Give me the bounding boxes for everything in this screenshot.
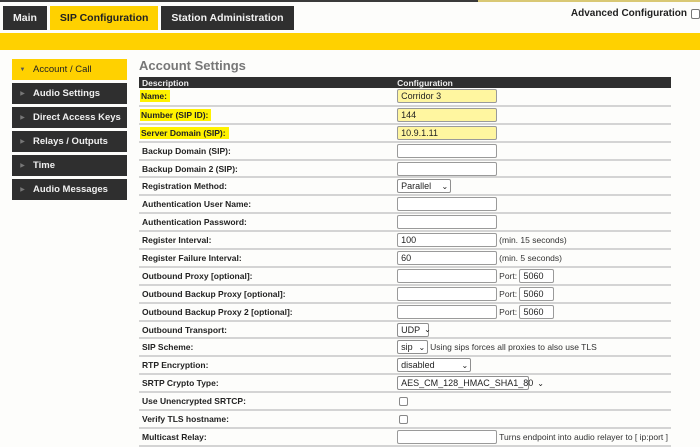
select-value: sip (401, 342, 413, 353)
header-description: Description (142, 77, 189, 88)
outbound-backup-proxy-input[interactable] (397, 287, 497, 301)
sidebar-item-time[interactable] (12, 155, 127, 176)
table-row (139, 88, 671, 106)
name-input[interactable]: Corridor 3 (397, 89, 497, 103)
sidebar-item-label: Relays / Outputs (33, 136, 108, 147)
table-row (139, 160, 671, 178)
backup-domain-input[interactable] (397, 144, 497, 158)
row-label: Register Failure Interval: (142, 252, 242, 263)
table-row (139, 338, 671, 356)
port-label: Port: (499, 270, 518, 281)
server-domain-input[interactable]: 10.9.1.11 (397, 126, 497, 140)
sip-scheme-select[interactable] (397, 340, 428, 354)
table-row (139, 356, 671, 374)
registration-method-select[interactable] (397, 179, 451, 193)
outbound-proxy-port-input[interactable]: 5060 (519, 269, 554, 283)
header-band (0, 33, 700, 50)
multicast-relay-input[interactable] (397, 430, 497, 444)
sidebar-item-label: Direct Access Keys (33, 112, 121, 123)
table-row (139, 142, 671, 160)
caret-right-icon: ▶ (20, 163, 25, 169)
row-label: Outbound Backup Proxy 2 [optional]: (142, 306, 293, 317)
sip-scheme-hint: Using sips forces all proxies to also use TLS (430, 342, 597, 353)
backup-domain-2-input[interactable] (397, 162, 497, 176)
outbound-backup-proxy-2-port-input[interactable]: 5060 (519, 305, 554, 319)
srtp-crypto-type-select[interactable] (397, 376, 544, 390)
row-label: Authentication User Name: (142, 199, 252, 210)
table-row (139, 428, 671, 446)
row-label: RTP Encryption: (142, 360, 209, 371)
row-label: Number (SIP ID): (140, 109, 211, 121)
port-label: Port: (499, 288, 518, 299)
table-row (139, 267, 671, 285)
advanced-configuration-label: Advanced Configuration (570, 8, 687, 19)
select-value: AES_CM_128_HMAC_SHA1_80 (401, 378, 534, 389)
row-label: Authentication Password: (142, 217, 247, 228)
sidebar-item-audio-messages[interactable] (12, 179, 127, 200)
table-row (139, 285, 671, 303)
row-label: SRTP Crypto Type: (142, 378, 219, 389)
tab-sip-configuration[interactable]: SIP Configuration (50, 6, 158, 30)
top-nav-tabs (3, 6, 294, 30)
outbound-backup-proxy-port-input[interactable]: 5060 (519, 287, 554, 301)
sidebar-item-label: Audio Settings (33, 88, 101, 99)
header-configuration: Configuration (397, 77, 453, 88)
select-value: disabled (401, 360, 435, 371)
multicast-relay-hint: Turns endpoint into audio relayer to [ ip:port ] (499, 431, 668, 442)
tab-main[interactable]: Main (3, 6, 47, 30)
unencrypted-srtcp-checkbox[interactable] (399, 397, 408, 406)
table-row (139, 106, 671, 124)
table-row (139, 410, 671, 428)
row-label: Registration Method: (142, 181, 227, 192)
row-label: Register Interval: (142, 235, 212, 246)
table-row (139, 374, 671, 392)
table-header-row (139, 77, 671, 88)
table-row (139, 392, 671, 410)
sidebar-item-audio-settings[interactable] (12, 83, 127, 104)
advanced-configuration-checkbox[interactable] (691, 9, 700, 19)
sidebar-item-account-call[interactable] (12, 59, 127, 80)
row-label: SIP Scheme: (142, 342, 194, 353)
outbound-backup-proxy-2-input[interactable] (397, 305, 497, 319)
row-label: Verify TLS hostname: (142, 413, 229, 424)
page-title: Account Settings (139, 58, 246, 73)
table-row (139, 124, 671, 142)
chevron-down-icon: ⌄ (418, 342, 426, 352)
outbound-transport-select[interactable] (397, 323, 429, 337)
chevron-down-icon: ⌄ (461, 360, 469, 370)
chevron-down-icon: ⌄ (537, 378, 544, 388)
table-row (139, 195, 671, 213)
register-interval-input[interactable]: 100 (397, 233, 497, 247)
auth-password-input[interactable] (397, 215, 497, 229)
register-interval-hint: (min. 15 seconds) (499, 235, 567, 246)
sip-id-input[interactable]: 144 (397, 108, 497, 122)
table-row (139, 303, 671, 321)
row-label: Use Unencrypted SRTCP: (142, 396, 246, 407)
sidebar-item-direct-access-keys[interactable] (12, 107, 127, 128)
verify-tls-hostname-checkbox[interactable] (399, 415, 408, 424)
register-failure-interval-hint: (min. 5 seconds) (499, 252, 562, 263)
sidebar-item-label: Audio Messages (33, 184, 108, 195)
tab-station-administration[interactable]: Station Administration (161, 6, 293, 30)
port-label: Port: (499, 306, 518, 317)
row-label: Outbound Transport: (142, 324, 227, 335)
row-label: Multicast Relay: (142, 431, 207, 442)
sidebar-item-label: Account / Call (33, 64, 92, 75)
chevron-down-icon: ⌄ (424, 325, 431, 335)
row-label: Server Domain (SIP): (140, 127, 229, 139)
advanced-configuration-toggle[interactable] (571, 8, 700, 19)
table-row (139, 231, 671, 249)
row-label: Outbound Backup Proxy [optional]: (142, 288, 286, 299)
table-row (139, 249, 671, 267)
top-border-yellow (478, 0, 700, 2)
caret-right-icon: ▶ (20, 115, 25, 121)
outbound-proxy-input[interactable] (397, 269, 497, 283)
register-failure-interval-input[interactable]: 60 (397, 251, 497, 265)
caret-right-icon: ▶ (20, 91, 25, 97)
select-value: UDP (401, 324, 421, 335)
table-row (139, 321, 671, 339)
account-settings-table (139, 77, 671, 447)
select-value: Parallel (401, 181, 432, 192)
row-label: Outbound Proxy [optional]: (142, 270, 253, 281)
row-label: Backup Domain (SIP): (142, 145, 231, 156)
table-row (139, 177, 671, 195)
sidebar (12, 59, 127, 203)
auth-username-input[interactable] (397, 197, 497, 211)
chevron-down-icon: ⌄ (441, 181, 449, 191)
row-label: Backup Domain 2 (SIP): (142, 163, 238, 174)
rtp-encryption-select[interactable] (397, 358, 471, 372)
top-border-dark (0, 0, 478, 2)
sidebar-item-label: Time (33, 160, 56, 171)
main-content (139, 58, 671, 447)
row-label: Name: (140, 90, 170, 102)
sidebar-item-relays-outputs[interactable] (12, 131, 127, 152)
caret-right-icon: ▶ (20, 187, 25, 193)
table-row (139, 213, 671, 231)
caret-down-icon: ▼ (19, 66, 26, 73)
caret-right-icon: ▶ (20, 139, 25, 145)
